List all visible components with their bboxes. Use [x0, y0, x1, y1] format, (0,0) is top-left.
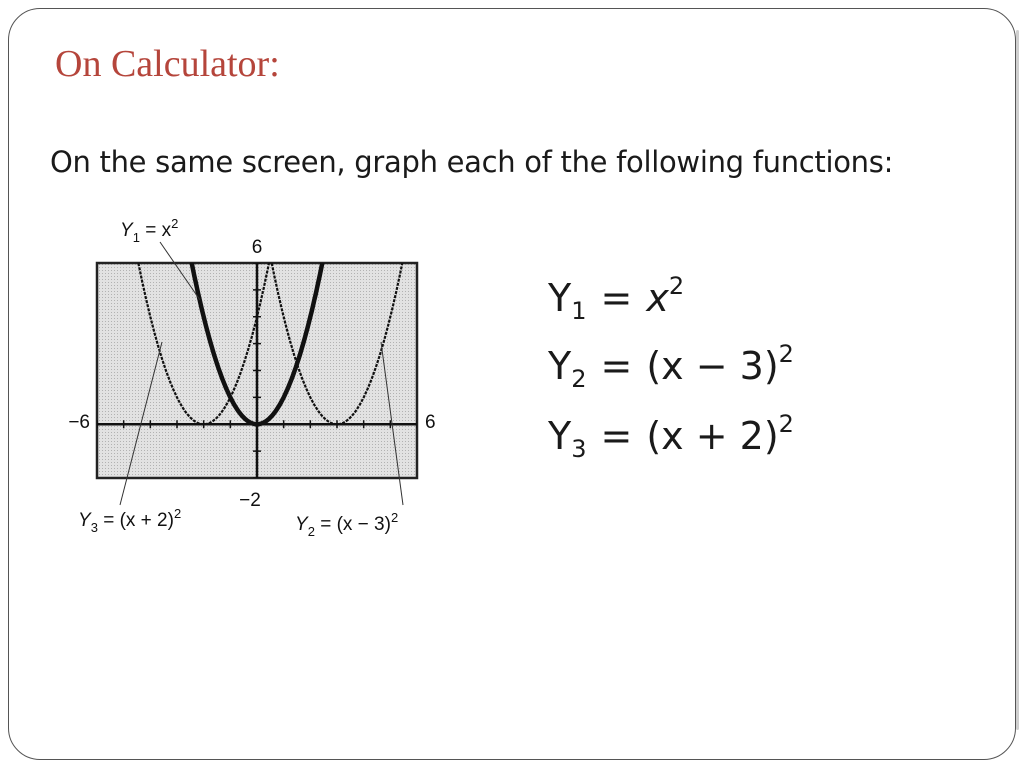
instruction-text: On the same screen, graph each of the following functions: [50, 145, 894, 179]
y3-callout: $Y_3 = (x + 2)^2$ [78, 506, 182, 535]
y2-callout: $Y_2 = (x - 3)^2$ [295, 510, 399, 539]
equation-y2: $Y_2 = (x - 3)^2$ [548, 340, 794, 394]
xmax-label: 6 [425, 412, 436, 433]
slide-title: On Calculator: [55, 43, 280, 85]
xmin-label: −6 [68, 412, 90, 433]
y1-callout: $Y_1 = x^2$ [120, 216, 179, 245]
equation-y1: $Y_1 = x^2$ [548, 272, 685, 326]
equation-y3: $Y_3 = (x + 2)^2$ [548, 410, 794, 464]
ymin-label: −2 [239, 490, 261, 511]
ymax-label: 6 [251, 237, 263, 258]
